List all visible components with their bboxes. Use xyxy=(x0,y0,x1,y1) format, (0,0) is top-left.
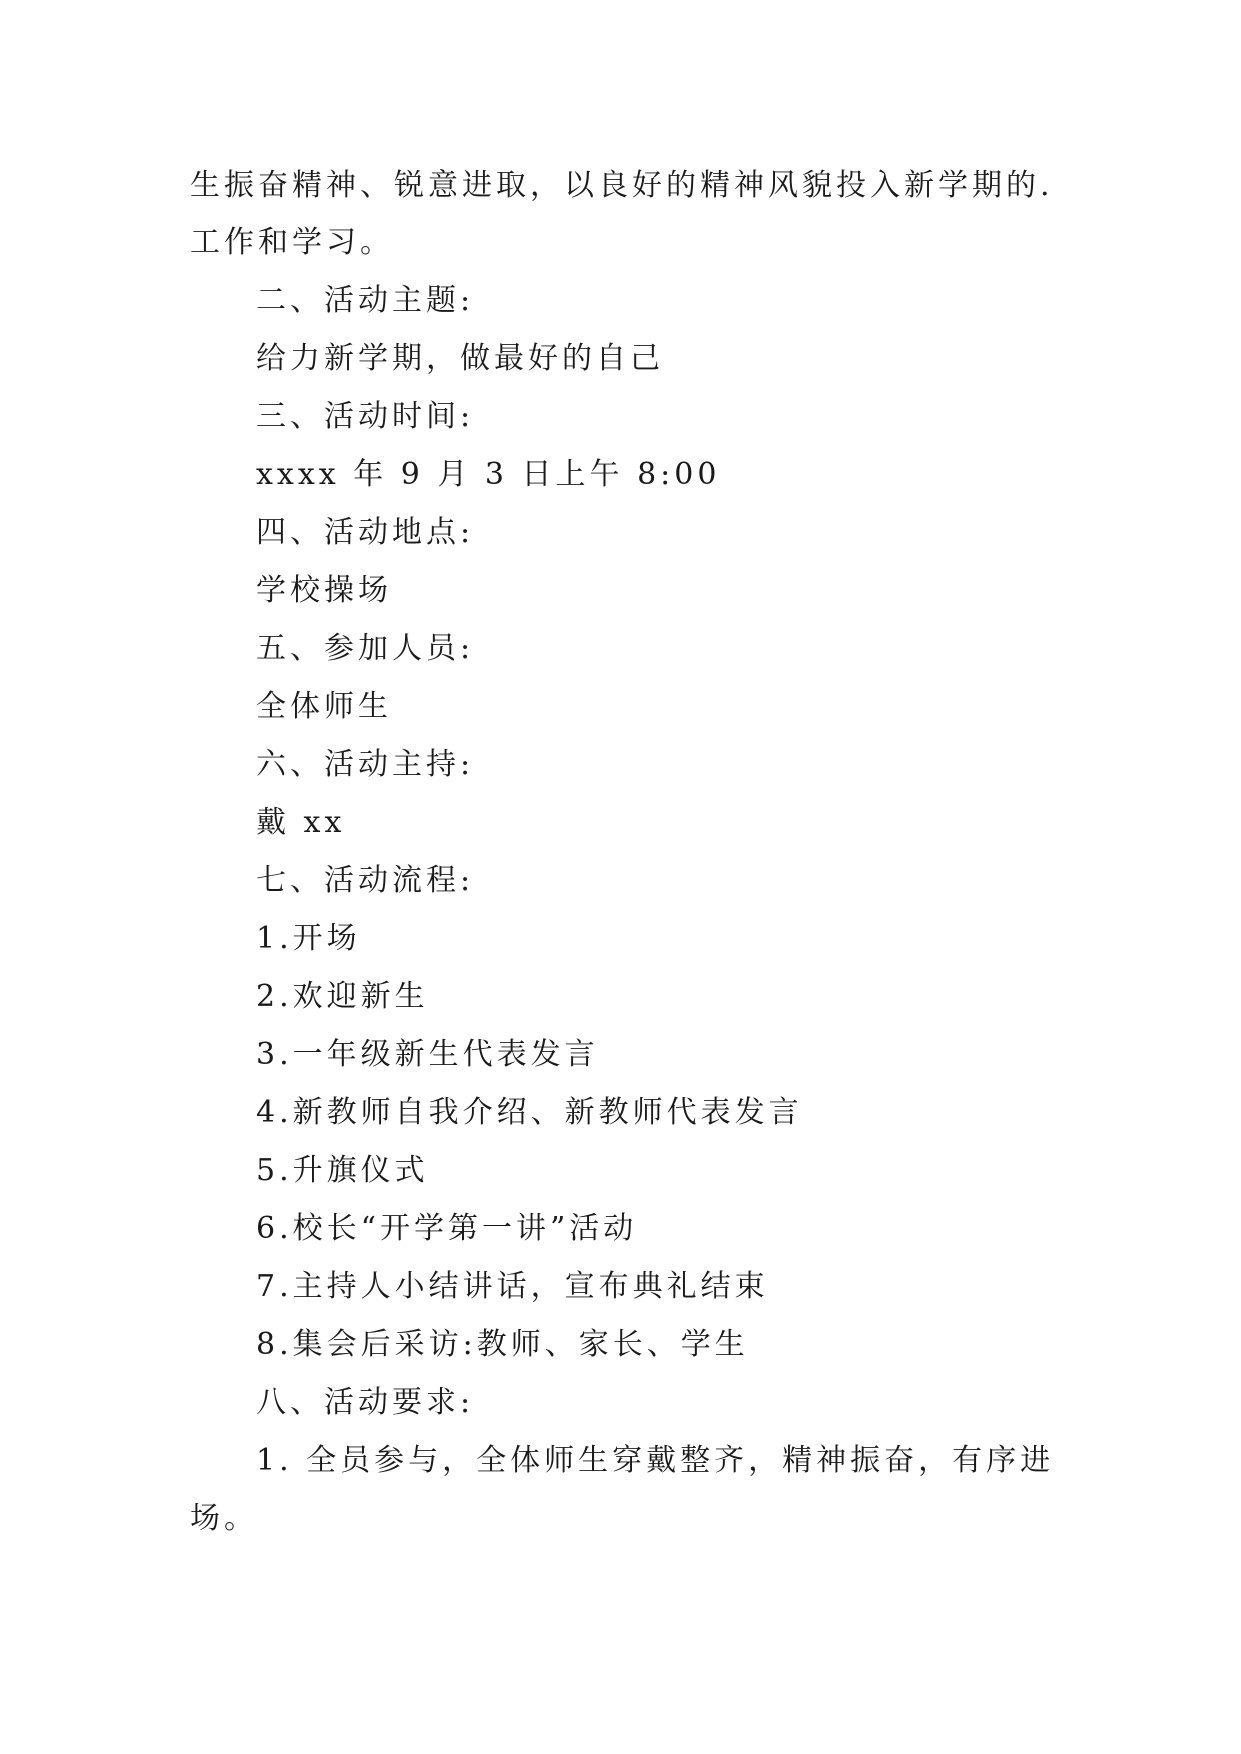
section-heading-time: 三、活动时间: xyxy=(256,399,475,434)
paragraph-continuation-line: 工作和学习。 xyxy=(190,225,394,260)
requirement-item-continuation: 场。 xyxy=(190,1501,258,1536)
section-content-location: 学校操场 xyxy=(256,573,392,608)
requirement-item: 1. 全员参与，全体师生穿戴整齐，精神振奋，有序进 xyxy=(256,1443,1055,1478)
section-heading-theme: 二、活动主题: xyxy=(256,283,475,318)
process-item: 2.欢迎新生 xyxy=(256,979,429,1014)
process-item: 4.新教师自我介绍、新教师代表发言 xyxy=(256,1095,803,1130)
process-item: 8.集会后采访:教师、家长、学生 xyxy=(256,1327,749,1362)
section-heading-location: 四、活动地点: xyxy=(256,515,475,550)
process-item: 1.开场 xyxy=(256,921,361,956)
section-content-participants: 全体师生 xyxy=(256,689,392,724)
section-content-time: xxxx 年 9 月 3 日上午 8:00 xyxy=(256,457,721,492)
section-content-host: 戴 xx xyxy=(256,805,346,840)
section-content-theme: 给力新学期，做最好的自己 xyxy=(256,341,664,376)
section-heading-requirements: 八、活动要求: xyxy=(256,1385,475,1420)
process-item: 6.校长“开学第一讲”活动 xyxy=(256,1211,638,1246)
section-heading-host: 六、活动主持: xyxy=(256,747,475,782)
paragraph-continuation-line: 生振奋精神、锐意进取，以良好的精神风貌投入新学期的. xyxy=(190,168,1054,203)
process-item: 5.升旗仪式 xyxy=(256,1153,429,1188)
process-item: 7.主持人小结讲话，宣布典礼结束 xyxy=(256,1269,769,1304)
section-heading-participants: 五、参加人员: xyxy=(256,631,475,666)
process-item: 3.一年级新生代表发言 xyxy=(256,1037,599,1072)
section-heading-process: 七、活动流程: xyxy=(256,863,475,898)
